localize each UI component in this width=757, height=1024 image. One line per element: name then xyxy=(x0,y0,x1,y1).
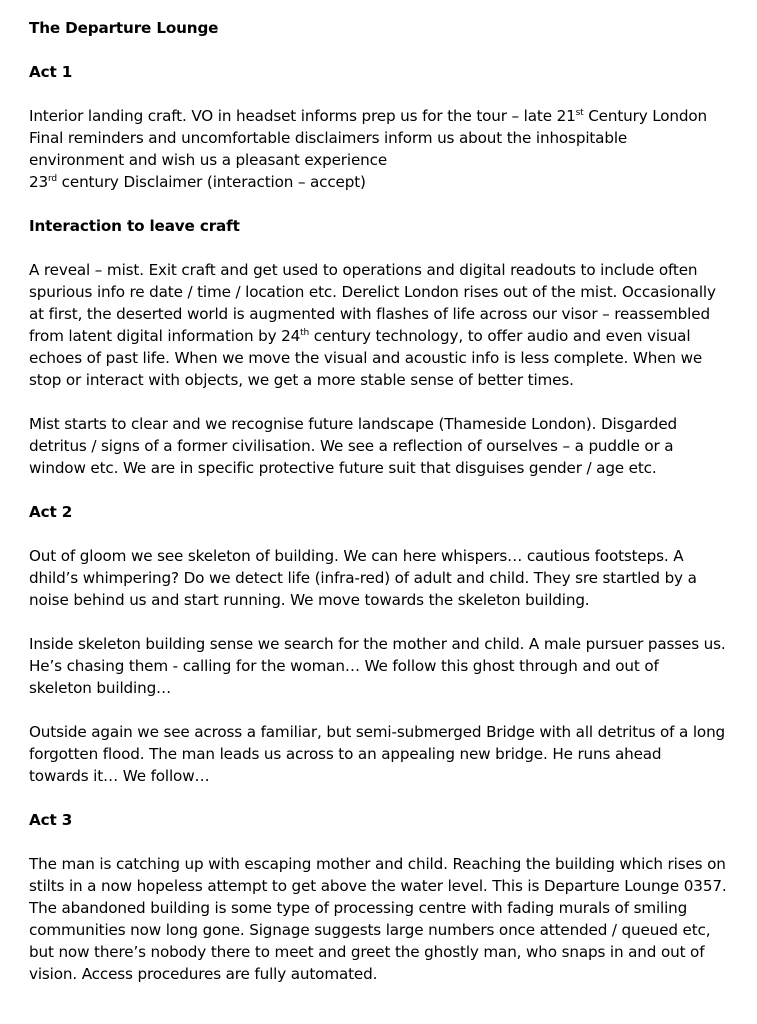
paragraph-line: stop or interact with objects, we get a more stable sense of better times. xyxy=(29,371,574,389)
superscript: st xyxy=(575,108,584,118)
paragraph-line: stilts in a now hopeless attempt to get above the water level. This is Departure Lounge 0357. xyxy=(29,877,727,895)
paragraph-line: dhild’s whimpering? Do we detect life (infra-red) of adult and child. They sre startled by a xyxy=(29,569,697,587)
act-1-intro-paragraph xyxy=(29,105,729,193)
text-run: Century London xyxy=(583,107,707,125)
paragraph-line: vision. Access procedures are fully automated. xyxy=(29,965,378,983)
paragraph-line: environment and wish us a pleasant experience xyxy=(29,151,388,169)
superscript: rd xyxy=(48,174,57,184)
document-page xyxy=(29,17,729,1007)
paragraph-line: towards it… We follow… xyxy=(29,767,210,785)
paragraph-line: Out of gloom we see skeleton of building. We can here whispers… cautious footsteps. A xyxy=(29,547,684,565)
paragraph-line: Outside again we see across a familiar, but semi-submerged Bridge with all detritus of a long xyxy=(29,723,726,741)
text-run: from latent digital information by 24 xyxy=(29,327,301,345)
text-run: 23 xyxy=(29,173,49,191)
superscript: th xyxy=(300,328,310,338)
paragraph-line xyxy=(29,105,729,127)
text-run: Interior landing craft. VO in headset informs prep us for the tour – late 21 xyxy=(29,107,576,125)
act-1-heading: Act 1 xyxy=(29,63,73,81)
paragraph-line: skeleton building… xyxy=(29,679,172,697)
paragraph-line xyxy=(29,325,729,347)
act-3-heading: Act 3 xyxy=(29,811,73,829)
interaction-subheading: Interaction to leave craft xyxy=(29,217,240,235)
paragraph-line: at first, the deserted world is augmented with flashes of life across our visor – reassembled xyxy=(29,305,710,323)
text-run: century technology, to offer audio and even visual xyxy=(309,327,691,345)
paragraph-line: but now there’s nobody there to meet and greet the ghostly man, who snaps in and out of xyxy=(29,943,705,961)
paragraph-line: Mist starts to clear and we recognise future landscape (Thameside London). Disgarded xyxy=(29,415,678,433)
paragraph-line: window etc. We are in specific protective future suit that disguises gender / age etc. xyxy=(29,459,657,477)
gloom-paragraph xyxy=(29,545,729,611)
paragraph-line: He’s chasing them - calling for the woman… We follow this ghost through and out of xyxy=(29,657,659,675)
paragraph-line xyxy=(29,171,729,193)
paragraph-line: communities now long gone. Signage suggests large numbers once attended / queued etc, xyxy=(29,921,711,939)
paragraph-line: echoes of past life. When we move the visual and acoustic info is less complete. When we xyxy=(29,349,703,367)
paragraph-line: forgotten flood. The man leads us across to an appealing new bridge. He runs ahead xyxy=(29,745,662,763)
paragraph-line: spurious info re date / time / location etc. Derelict London rises out of the mist. Occasionally xyxy=(29,283,716,301)
catching-paragraph xyxy=(29,853,729,985)
reveal-paragraph xyxy=(29,259,729,391)
mist-paragraph xyxy=(29,413,729,479)
paragraph-line: The abandoned building is some type of processing centre with fading murals of smiling xyxy=(29,899,688,917)
paragraph-line: The man is catching up with escaping mother and child. Reaching the building which rises on xyxy=(29,855,726,873)
inside-paragraph xyxy=(29,633,729,699)
act-2-heading: Act 2 xyxy=(29,503,73,521)
document-title: The Departure Lounge xyxy=(29,19,219,37)
outside-paragraph xyxy=(29,721,729,787)
paragraph-line: Inside skeleton building sense we search for the mother and child. A male pursuer passes us. xyxy=(29,635,726,653)
paragraph-line: noise behind us and start running. We move towards the skeleton building. xyxy=(29,591,590,609)
paragraph-line: detritus / signs of a former civilisation. We see a reflection of ourselves – a puddle or a xyxy=(29,437,674,455)
paragraph-line: A reveal – mist. Exit craft and get used to operations and digital readouts to include often xyxy=(29,261,698,279)
paragraph-line: Final reminders and uncomfortable disclaimers inform us about the inhospitable xyxy=(29,129,628,147)
text-run: century Disclaimer (interaction – accept) xyxy=(57,173,366,191)
